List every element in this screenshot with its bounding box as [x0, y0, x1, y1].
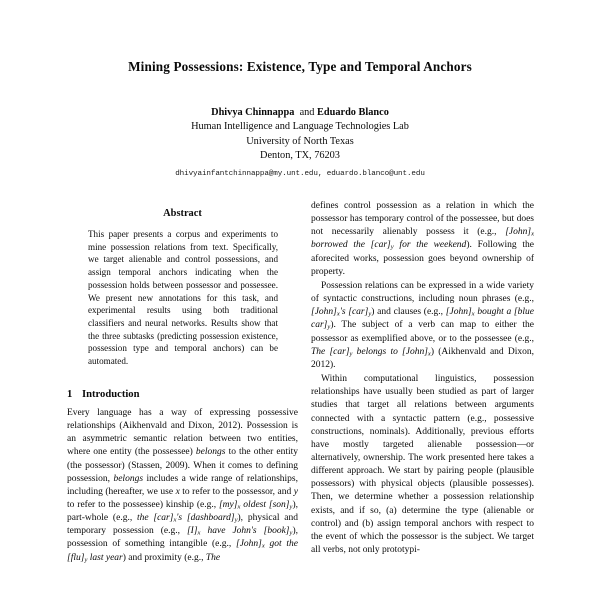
- example-intangible: $[John]_x$ got the $[flu]_y$ last year: [67, 539, 298, 564]
- author-second: Eduardo Blanco: [317, 107, 389, 119]
- abstract-heading: Abstract: [163, 208, 202, 219]
- intro-italic-belongs-2: belongs: [113, 473, 144, 484]
- intro-italic-belongs-1: belongs: [195, 447, 226, 458]
- right-text-2c: ). The subject of a verb can map to either the possessor as exemplified above, or to the possessee (e.g.,: [311, 320, 534, 344]
- affiliation-university: University of North Texas: [246, 135, 354, 147]
- example-part-whole: the $[car]_x's$ $[dashboard]_y$: [136, 513, 238, 524]
- affiliation-lab: Human Intelligence and Language Technologies Lab: [191, 120, 409, 132]
- page-title: Mining Possessions: Existence, Type and Temporal Anchors: [128, 59, 472, 74]
- intro-text-4: to refer to the possessor, and: [179, 486, 294, 497]
- intro-text-3: includes a wide range of relationships, including (hereafter, we use: [67, 473, 298, 497]
- intro-paragraph-1: [67, 407, 298, 565]
- abstract-paragraph: This paper presents a corpus and experiments to mine possession relations from text. Specifically, we target alienable and control possessions, and assign temporal anchors indicating when the possession holds between possessor and possessee. We present new annotations for this task, and experimental results using both traditional classifiers and neural networks. Results show that the three subtasks (predicting possession existence, possession type and temporal anchors) can be automated.: [88, 229, 278, 367]
- example-kinship: $[my]_x$ oldest $[son]_y$: [218, 500, 293, 511]
- author-first: Dhivya Chinnappa: [211, 107, 295, 119]
- example-noun-phrase: $[John]_x's$ $[car]_y$: [311, 307, 372, 318]
- section-heading-introduction: [67, 389, 298, 400]
- right-paragraph-3: Within computational linguistics, possession relationships have usually been studied as part of larger studies that target all relations between arguments connected with a syntactic pattern (e.g., possessive constructions, nominals). Additionally, previous efforts have mostly targeted alienable possession—or alternatively, ownership. The work presented here takes a different approach. We start by pairing people (plausible possessors) with physical objects (plausible possesses). Then, we determine whether a possession relationship exists, and if so, (a) determine the type (alienable or control) and (b) assign temporal anchors with respect to the event of which the possessor is the subject. We target all verbs, not only prototypi-: [311, 374, 534, 556]
- author-list: [0, 106, 600, 120]
- intro-italic-y: y: [293, 486, 298, 497]
- example-clause: $[John]_x$ bought a [blue $car]_y$: [311, 307, 534, 331]
- intro-text-7: ), physical and temporary possession (e.g.,: [67, 513, 298, 537]
- right-paragraph-1: [311, 200, 534, 279]
- right-text-1a: defines control possession as a relation in which the possessor has temporary control of the possessee, but does not necessarily alienably possess it (e.g.,: [311, 201, 534, 238]
- section-title: Introduction: [82, 388, 140, 400]
- intro-text-1: Every language has a way of expressing possessive relationships (Aikhenvald and Dixon, 2012). Possession is an asymmetric semantic relation between two entities, where one entity (the possessee): [67, 407, 298, 458]
- column-right: [311, 200, 534, 557]
- example-proximity-trailing: The: [205, 552, 221, 563]
- intro-text-9: ) and proximity (e.g.,: [122, 552, 206, 563]
- intro-text-2: to the other entity (the possessor) (Stassen, 2009). When it comes to defining possession,: [67, 447, 298, 484]
- right-text-1b: ). Following the aforecited works, possession goes beyond ownership of property.: [311, 240, 534, 277]
- column-left: [67, 200, 298, 565]
- intro-text-5: to refer to the possessee) kinship (e.g.,: [67, 500, 219, 510]
- example-possessee-subject: The $[car]_y$ belongs to $[John]_x$: [311, 346, 431, 358]
- author-conjunction: and: [299, 107, 315, 119]
- intro-italic-x: x: [175, 486, 180, 497]
- right-text-2d: ) (Aikhenvald and Dixon, 2012).: [311, 346, 534, 370]
- right-paragraph-2: [311, 280, 534, 372]
- intro-text-8: ), possession of something intangible (e.g.,: [67, 526, 298, 550]
- paper-masthead: [0, 0, 600, 178]
- intro-text-6: ), part-whole (e.g.,: [67, 500, 298, 524]
- example-control-possession: $[John]_x$ borrowed the $[car]_y$ for the weekend: [311, 227, 534, 251]
- abstract-body: [88, 228, 278, 368]
- affiliation-address: Denton, TX, 76203: [260, 150, 340, 162]
- section-number: 1: [67, 388, 73, 400]
- example-physical: $[I]_x$ have John's $[book]_y$: [186, 526, 293, 537]
- author-emails: dhivyainfantchinnappa@my.unt.edu, eduardo.blanco@unt.edu: [175, 169, 425, 178]
- right-text-2b: ) and clauses (e.g.,: [371, 307, 446, 318]
- right-text-2a: Possession relations can be expressed in a wide variety of syntactic constructions, including noun phrases (e.g.,: [311, 280, 534, 305]
